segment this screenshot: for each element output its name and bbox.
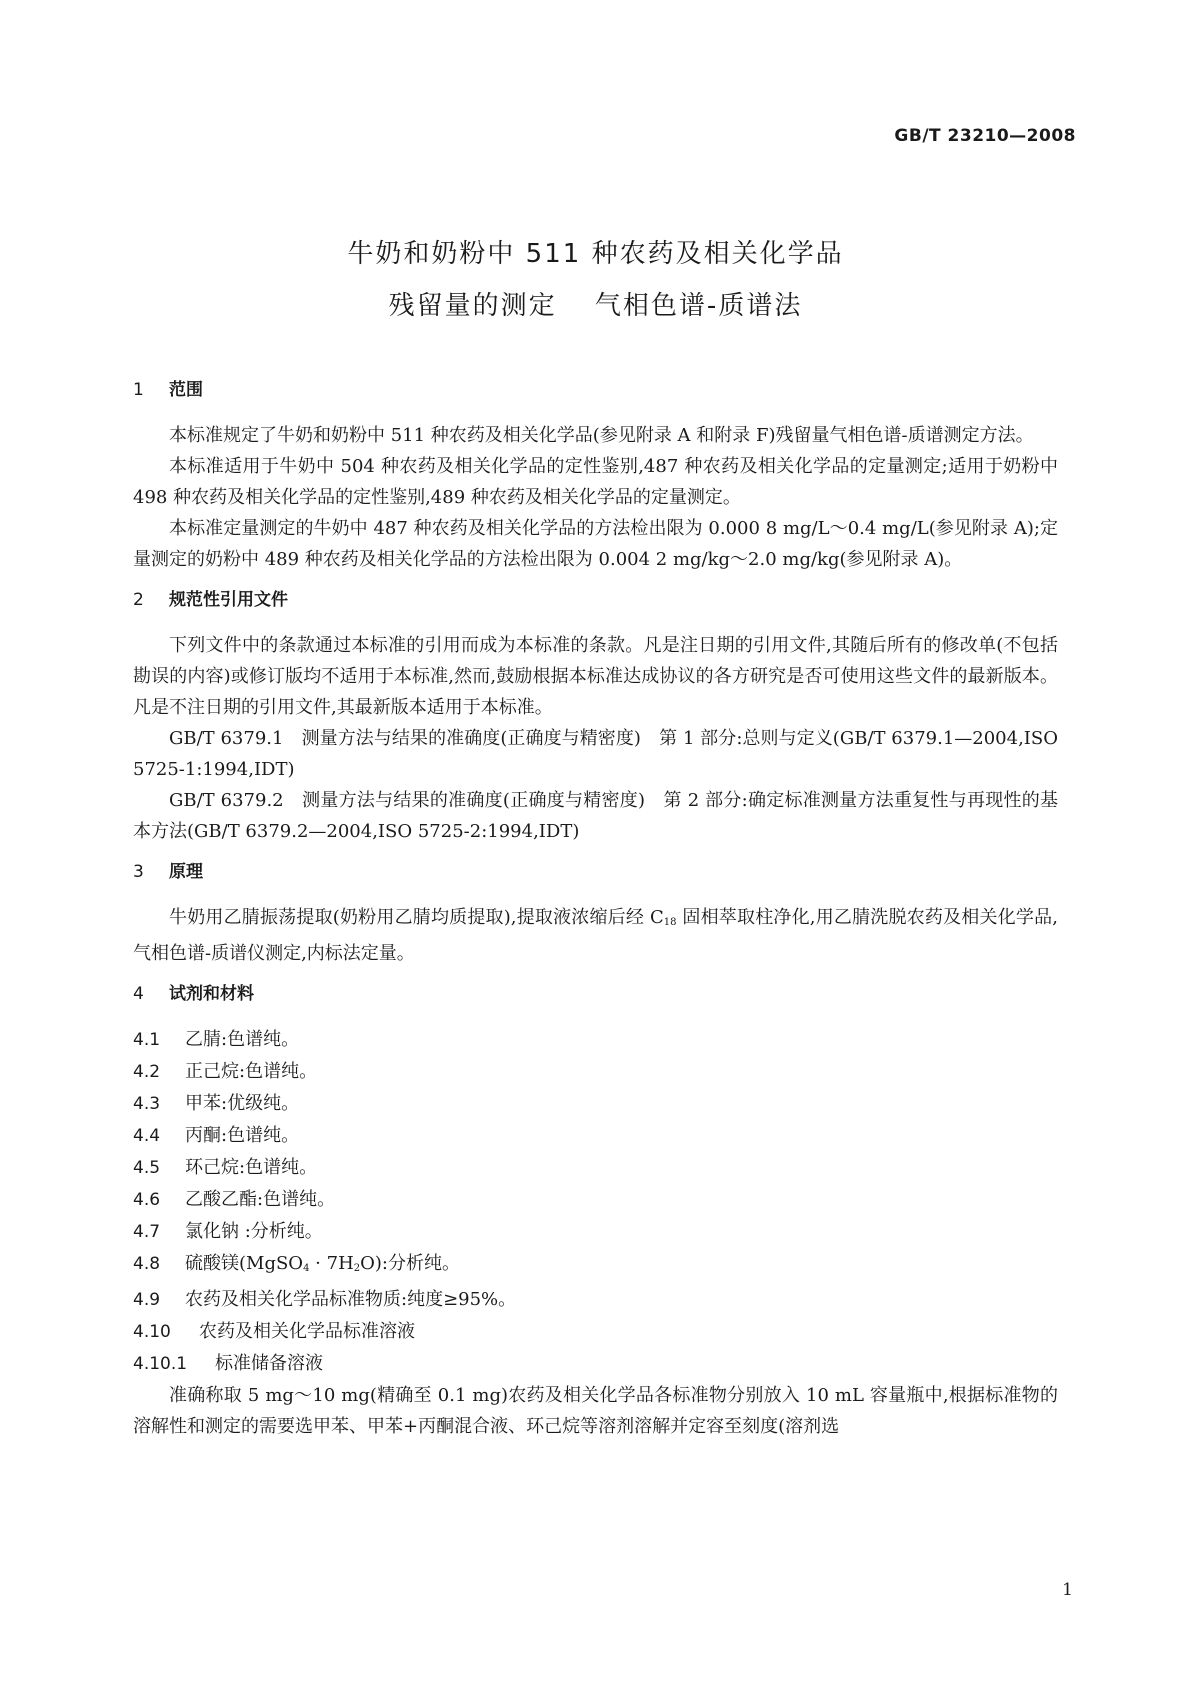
- paragraph: 下列文件中的条款通过本标准的引用而成为本标准的条款。凡是注日期的引用文件,其随后所有的修改单(不包括勘误的内容)或修订版均不适用于本标准,然而,鼓励根据本标准达成协议的各方研究是否可使用这些文件的最新版本。凡是不注日期的引用文件,其最新版本适用于本标准。: [133, 635, 1058, 718]
- page-number: 1: [1062, 1580, 1073, 1600]
- document-body: [133, 375, 1058, 1442]
- paragraph: 牛奶用乙腈振荡提取(奶粉用乙腈均质提取),提取液浓缩后经 $C_{18}$ 固相萃取柱净化,用乙腈洗脱农药及相关化学品,气相色谱-质谱仪测定,内标法定量。: [133, 907, 1058, 964]
- title-line-1: 牛奶和奶粉中 511 种农药及相关化学品: [347, 239, 844, 269]
- list-item: 4.5 环己烷:色谱纯。: [133, 1157, 318, 1178]
- reference-item: GB/T 6379.2 测量方法与结果的准确度(正确度与精密度) 第 2 部分:确定标准测量方法重复性与再现性的基本方法(GB/T 6379.2—2004,ISO 5725-2:1994,IDT): [133, 790, 1058, 842]
- list-item: 4.7 氯化钠 :分析纯。: [133, 1221, 323, 1242]
- section-number: 3: [133, 862, 144, 882]
- section-title: 范围: [169, 380, 203, 400]
- list-item: 4.1 乙腈:色谱纯。: [133, 1029, 300, 1050]
- list-item: 4.10 农药及相关化学品标准溶液: [133, 1321, 415, 1342]
- section-4-heading: [133, 979, 1058, 1010]
- section-title: 规范性引用文件: [169, 590, 288, 610]
- list-item: 4.10.1 标准储备溶液: [133, 1353, 323, 1374]
- reagent-list: [133, 1024, 1058, 1380]
- paragraph: 本标准定量测定的牛奶中 487 种农药及相关化学品的方法检出限为 0.000 8 mg/L～0.4 mg/L(参见附录 A);定量测定的奶粉中 489 种农药及相关化学品的方法检出限为 0.004 2 mg/kg～2.0 mg/kg(参见附录 A)。: [133, 518, 1058, 570]
- list-item: 4.8 硫酸镁(MgSO$_4$ · $7H_2O$):分析纯。: [133, 1253, 460, 1274]
- standard-code: GB/T 23210—2008: [894, 126, 1076, 146]
- list-item: 4.2 正己烷:色谱纯。: [133, 1061, 318, 1082]
- paragraph: 准确称取 5 mg～10 mg(精确至 0.1 mg)农药及相关化学品各标准物分别放入 10 mL 容量瓶中,根据标准物的溶解性和测定的需要选甲苯、甲苯+丙酮混合液、环己烷等溶剂溶解并定容至刻度(溶剂选: [133, 1385, 1058, 1437]
- list-item: 4.4 丙酮:色谱纯。: [133, 1125, 300, 1146]
- list-item: 4.3 甲苯:优级纯。: [133, 1093, 300, 1114]
- title-line-2: 残留量的测定 气相色谱-质谱法: [388, 291, 803, 321]
- section-2-heading: [133, 585, 1058, 616]
- reference-item: GB/T 6379.1 测量方法与结果的准确度(正确度与精密度) 第 1 部分:总则与定义(GB/T 6379.1—2004,ISO 5725-1:1994,IDT): [133, 728, 1058, 780]
- section-title: 试剂和材料: [169, 984, 254, 1004]
- list-item: 4.9 农药及相关化学品标准物质:纯度≥95%。: [133, 1289, 517, 1310]
- section-title: 原理: [169, 862, 203, 882]
- paragraph: 本标准规定了牛奶和奶粉中 511 种农药及相关化学品(参见附录 A 和附录 F)残留量气相色谱-质谱测定方法。: [169, 425, 1034, 446]
- section-number: 4: [133, 984, 144, 1004]
- section-1-heading: [133, 375, 1058, 406]
- paragraph: 本标准适用于牛奶中 504 种农药及相关化学品的定性鉴别,487 种农药及相关化学品的定量测定;适用于奶粉中 498 种农药及相关化学品的定性鉴别,489 种农药及相关化学品的定量测定。: [133, 456, 1058, 508]
- section-3-heading: [133, 857, 1058, 888]
- section-number: 2: [133, 590, 144, 610]
- document-title: [0, 228, 1191, 332]
- section-number: 1: [133, 380, 144, 400]
- list-item: 4.6 乙酸乙酯:色谱纯。: [133, 1189, 336, 1210]
